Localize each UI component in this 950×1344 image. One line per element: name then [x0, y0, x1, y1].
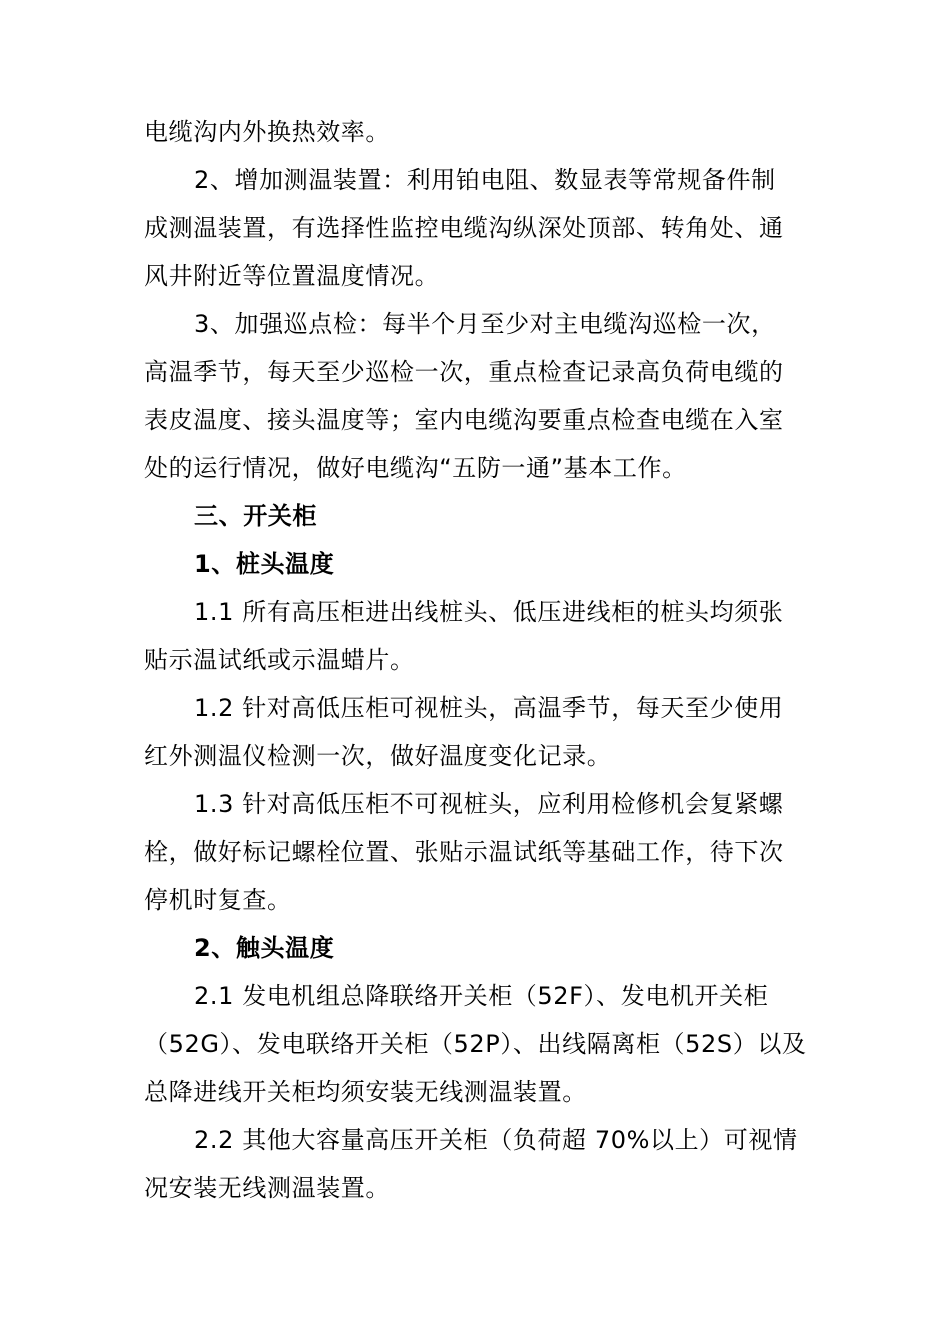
numbered-paragraph-2: 2、增加测温装置：利用铂电阻、数显表等常规备件制	[194, 166, 776, 194]
clause-2-1: 2.1 发电机组总降联络开关柜（52F）、发电机开关柜	[194, 982, 769, 1010]
text-line: 电缆沟内外换热效率。	[144, 118, 390, 146]
text-line: 高温季节，每天至少巡检一次，重点检查记录高负荷电缆的	[144, 358, 784, 386]
section-heading: 三、开关柜	[194, 502, 317, 530]
clause-1-3: 1.3 针对高低压柜不可视桩头，应利用检修机会复紧螺	[194, 790, 784, 818]
document-page	[144, 108, 824, 1212]
subsection-heading: 1、桩头温度	[194, 550, 335, 578]
text-line: 处的运行情况，做好电缆沟“五防一通”基本工作。	[144, 454, 687, 482]
text-line: 贴示温试纸或示温蜡片。	[144, 646, 415, 674]
text-line: 风井附近等位置温度情况。	[144, 262, 440, 290]
text-line: 栓，做好标记螺栓位置、张贴示温试纸等基础工作，待下次	[144, 838, 784, 866]
text-line: 表皮温度、接头温度等；室内电缆沟要重点检查电缆在入室	[144, 406, 784, 434]
clause-1-2: 1.2 针对高低压柜可视桩头，高温季节，每天至少使用	[194, 694, 784, 722]
clause-1-1: 1.1 所有高压柜进出线桩头、低压进线柜的桩头均须张	[194, 598, 784, 626]
text-line: 总降进线开关柜均须安装无线测温装置。	[144, 1078, 587, 1106]
text-line: （52G）、发电联络开关柜（52P）、出线隔离柜（52S）以及	[144, 1030, 807, 1058]
text-line: 停机时复查。	[144, 886, 292, 914]
text-line: 成测温装置，有选择性监控电缆沟纵深处顶部、转角处、通	[144, 214, 784, 242]
numbered-paragraph-3: 3、加强巡点检：每半个月至少对主电缆沟巡检一次，	[194, 310, 776, 338]
text-line: 红外测温仪检测一次，做好温度变化记录。	[144, 742, 612, 770]
clause-2-2: 2.2 其他大容量高压开关柜（负荷超 70%以上）可视情	[194, 1126, 798, 1154]
subsection-heading: 2、触头温度	[194, 934, 335, 962]
text-line: 况安装无线测温装置。	[144, 1174, 390, 1202]
